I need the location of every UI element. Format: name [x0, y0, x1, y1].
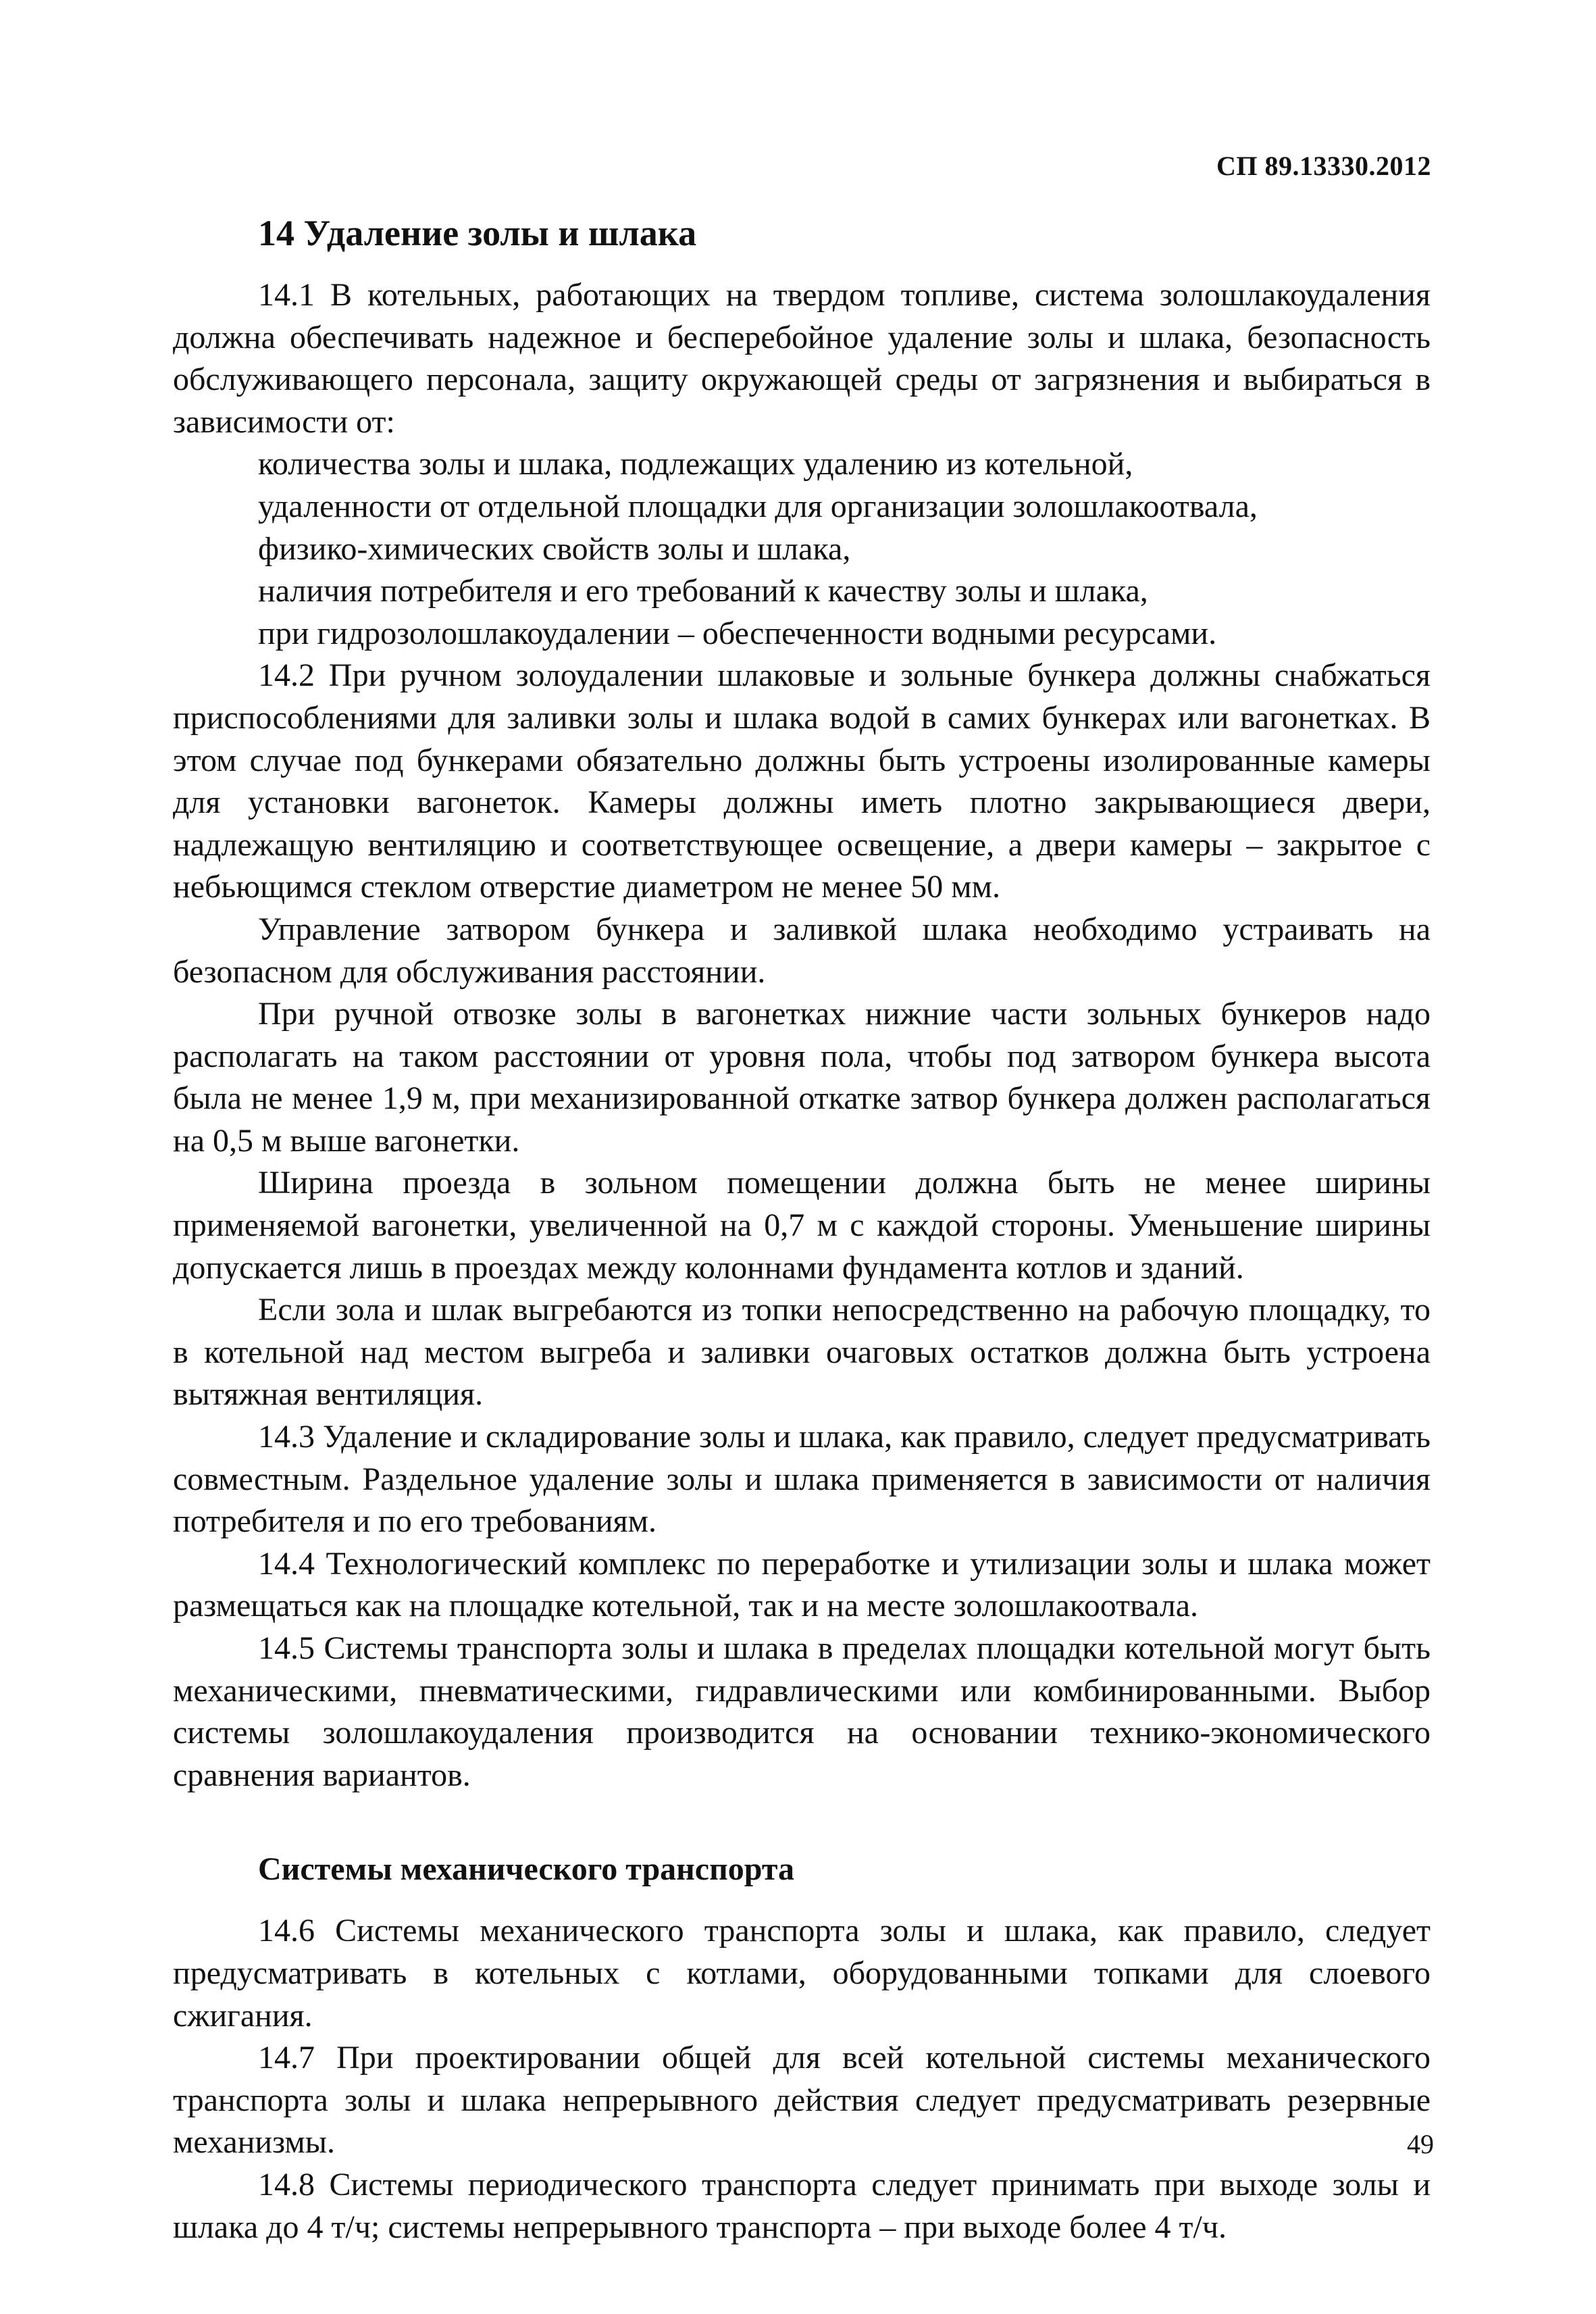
document-code: СП 89.13330.2012 — [1216, 151, 1431, 181]
paragraph-14-4: 14.4 Технологический комплекс по переработке и утилизации золы и шлака может размещаться как на площадке котельной, так и на месте золошлакоотвала. — [173, 1545, 1431, 1624]
paragraph-14-3: 14.3 Удаление и складирование золы и шлака, как правило, следует предусматривать совместным. Раздельное удаление золы и шлака применяется в зависимости от наличия потребителя и по его требованиям. — [173, 1419, 1431, 1540]
list-item: удаленности от отдельной площадки для организации золошлакоотвала, — [258, 488, 1258, 524]
paragraph-bunker-control: Управление затвором бункера и заливкой шлака необходимо устраивать на безопасном для обслуживания расстоянии. — [173, 911, 1431, 990]
paragraph-manual-removal: При ручной отвозке золы в вагонетках нижние части зольных бункеров надо располагать на таком расстоянии от уровня пола, чтобы под затвором бункера высота была не менее 1,9 м, при механизированной откатке затвор бункера должен располагаться на 0,5 м выше вагонетки. — [173, 996, 1431, 1159]
list-item: наличия потребителя и его требований к качеству золы и шлака, — [258, 573, 1148, 609]
paragraph-14-5: 14.5 Системы транспорта золы и шлака в пределах площадки котельной могут быть механическими, пневматическими, гидравлическими или комбинированными. Выбор системы золошлакоудаления производится на основании технико-экономического сравнения вариантов. — [173, 1630, 1431, 1793]
section-title: 14 Удаление золы и шлака — [258, 213, 697, 253]
paragraph-14-8: 14.8 Системы периодического транспорта следует принимать при выходе золы и шлака до 4 т/ч; системы непрерывного транспорта – при выходе более 4 т/ч. — [173, 2166, 1431, 2245]
paragraph-14-6: 14.6 Системы механического транспорта золы и шлака, как правило, следует предусматривать в котельных с котлами, оборудованными топками для слоевого сжигания. — [173, 1913, 1431, 2034]
paragraph-14-1: 14.1 В котельных, работающих на твердом топливе, система золошлакоудаления должна обеспечивать надежное и бесперебойное удаление золы и шлака, безопасность обслуживающего персонала, защиту окружающей среды от загрязнения и выбираться в зависимости от: — [173, 277, 1431, 440]
dependency-list — [173, 443, 1431, 655]
paragraph-passage-width: Ширина проезда в зольном помещении должна быть не менее ширины применяемой вагонетки, увеличенной на 0,7 м с каждой стороны. Уменьшение ширины допускается лишь в проездах между колоннами фундамента котлов и зданий. — [173, 1165, 1431, 1286]
paragraph-14-2: 14.2 При ручном золоудалении шлаковые и зольные бункера должны снабжаться приспособлениями для заливки золы и шлака водой в самих бункерах или вагонетках. В этом случае под бункерами обязательно должны быть устроены изолированные камеры для установки вагонеток. Камеры должны иметь плотно закрывающиеся двери, надлежащую вентиляцию и соответствующее освещение, а двери камеры – закрытое с небьющимся стеклом отверстие диаметром не менее 50 мм. — [173, 657, 1431, 905]
paragraph-14-7: 14.7 При проектировании общей для всей котельной системы механического транспорта золы и шлака непрерывного действия следует предусматривать резервные механизмы. — [173, 2040, 1431, 2161]
page-number: 49 — [1407, 2129, 1434, 2159]
subsection-title: Системы механического транспорта — [258, 1851, 794, 1888]
list-item: при гидрозолошлакоудалении – обеспеченности водными ресурсами. — [258, 615, 1217, 651]
list-item: физико-химических свойств золы и шлака, — [258, 530, 851, 567]
list-item: количества золы и шлака, подлежащих удалению из котельной, — [258, 446, 1133, 482]
paragraph-ventilation: Если зола и шлак выгребаются из топки непосредственно на рабочую площадку, то в котельной над местом выгреба и заливки очаговых остатков должна быть устроена вытяжная вентиляция. — [173, 1292, 1431, 1413]
page-content — [173, 209, 1431, 2248]
